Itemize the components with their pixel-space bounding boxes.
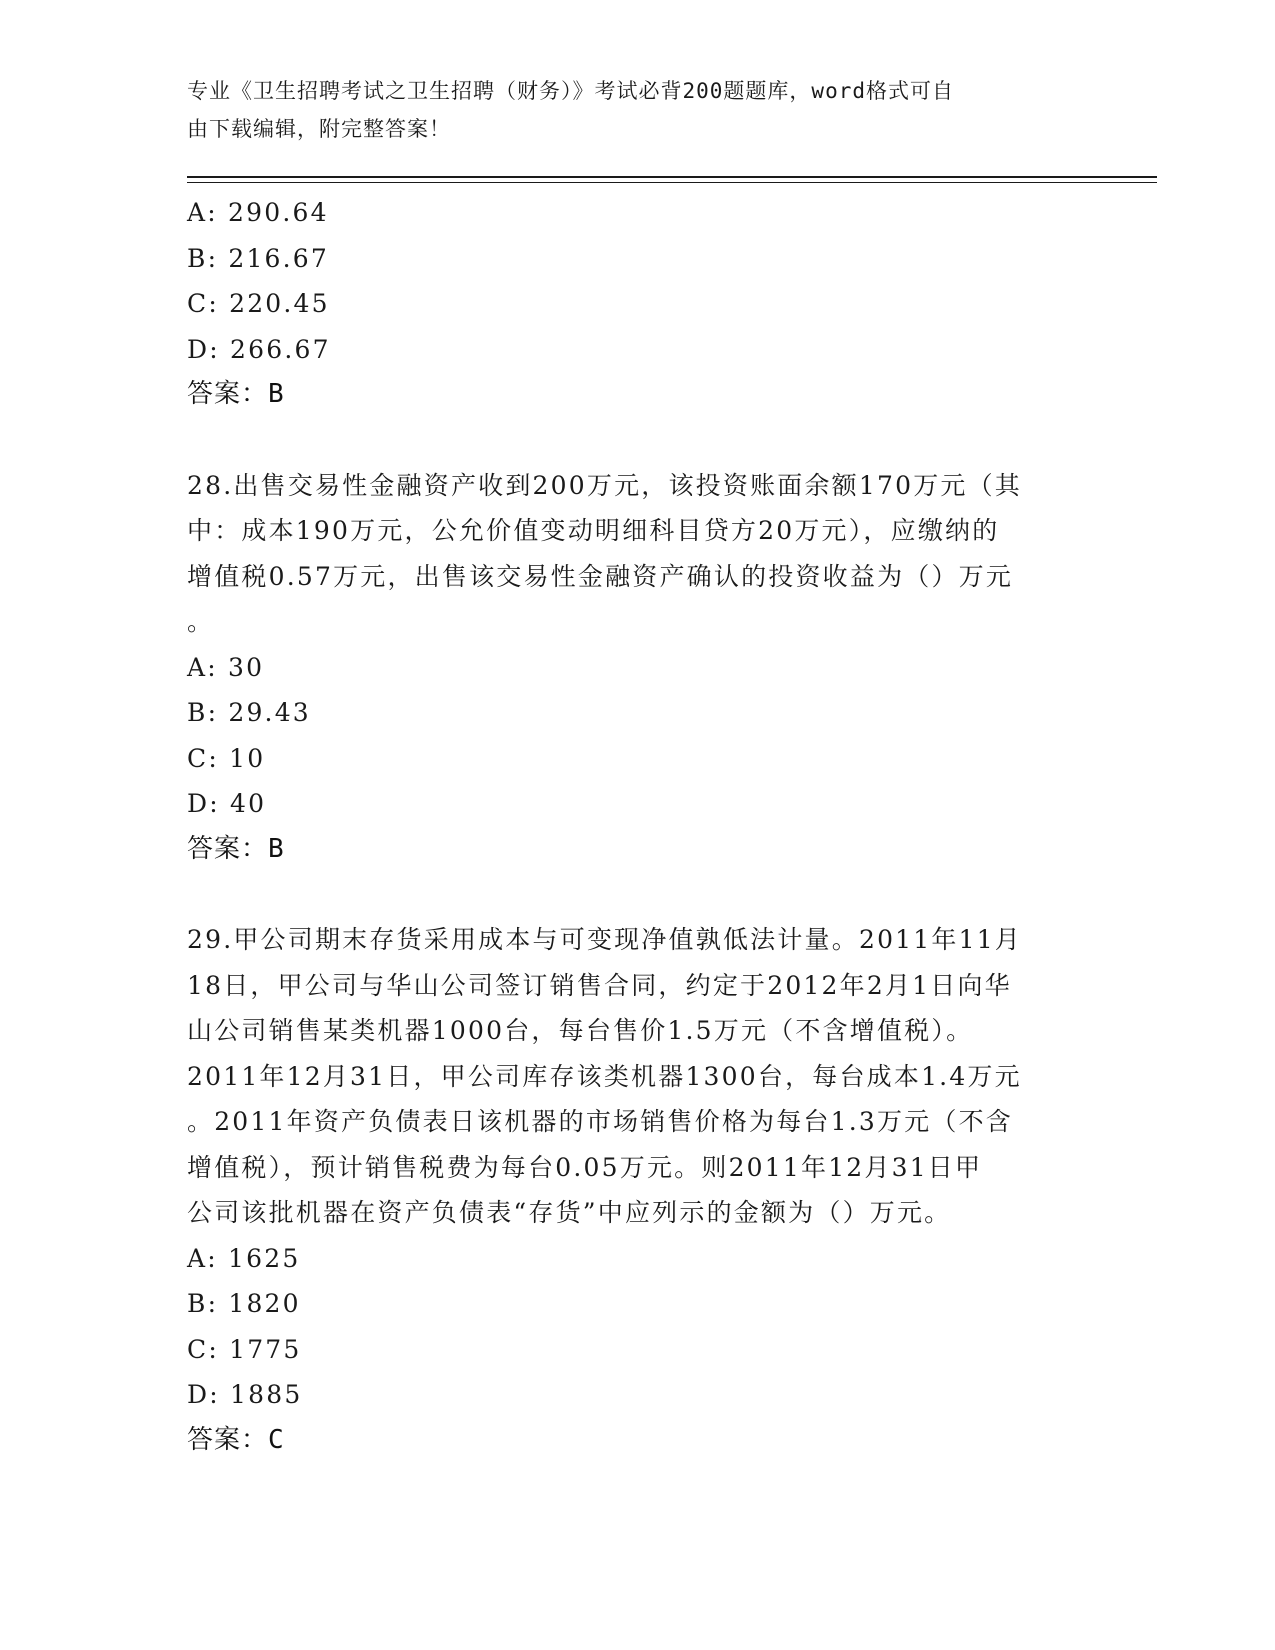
question-text-line: 增值税0.57万元，出售该交易性金融资产确认的投资收益为（）万元 xyxy=(187,561,1014,591)
question-text-line: 28.出售交易性金融资产收到200万元，该投资账面余额170万元（其 xyxy=(187,470,1022,500)
question-text-line: 2011年12月31日，甲公司库存该类机器1300台，每台成本1.4万元 xyxy=(187,1061,1022,1091)
option-a: A: 30 xyxy=(187,652,265,682)
option-a: A: 290.64 xyxy=(187,198,329,227)
prev-question-block xyxy=(187,190,1087,418)
option-c: C: 10 xyxy=(187,743,266,773)
question-text-line: 。 xyxy=(187,607,215,636)
question-text-line: 29.甲公司期末存货采用成本与可变现净值孰低法计量。2011年11月 xyxy=(187,925,1022,954)
question-text-line: 公司该批机器在资产负债表“存货”中应列示的金额为（）万元。 xyxy=(187,1198,952,1227)
header-divider-thin xyxy=(187,182,1157,183)
option-b: B: 216.67 xyxy=(187,243,330,273)
header-line-1: 专业《卫生招聘考试之卫生招聘（财务）》考试必背200题题库，word格式可自 xyxy=(187,79,954,103)
option-b: B: 1820 xyxy=(187,1289,301,1318)
option-d: D: 1885 xyxy=(187,1380,303,1409)
option-b: B: 29.43 xyxy=(187,698,311,727)
answer-line: 答案：B xyxy=(187,379,285,409)
spacer xyxy=(187,872,1087,917)
question-text-line: 增值税），预计销售税费为每台0.05万元。则2011年12月31日甲 xyxy=(187,1152,983,1182)
question-text-line: 18日，甲公司与华山公司签订销售合同，约定于2012年2月1日向华 xyxy=(187,970,1012,1000)
question-text-line: 。2011年资产负债表日该机器的市场销售价格为每台1.3万元（不含 xyxy=(187,1107,1013,1136)
option-c: C: 1775 xyxy=(187,1334,302,1364)
answer-line: 答案：B xyxy=(187,833,285,864)
option-c: C: 220.45 xyxy=(187,289,330,318)
question-content xyxy=(187,190,1087,1463)
spacer xyxy=(187,418,1087,463)
header-divider xyxy=(187,176,1157,178)
question-28-block xyxy=(187,463,1087,873)
answer-line: 答案：C xyxy=(187,1424,285,1455)
question-text-line: 中：成本190万元，公允价值变动明细科目贷方20万元），应缴纳的 xyxy=(187,516,1000,545)
question-text-line: 山公司销售某类机器1000台，每台售价1.5万元（不含增值税）。 xyxy=(187,1016,974,1045)
question-29-block xyxy=(187,917,1087,1463)
option-d: D: 266.67 xyxy=(187,334,331,364)
option-d: D: 40 xyxy=(187,789,267,818)
header-line-2: 由下载编辑，附完整答案！ xyxy=(187,117,451,141)
option-a: A: 1625 xyxy=(187,1243,301,1273)
document-header xyxy=(187,72,1067,148)
